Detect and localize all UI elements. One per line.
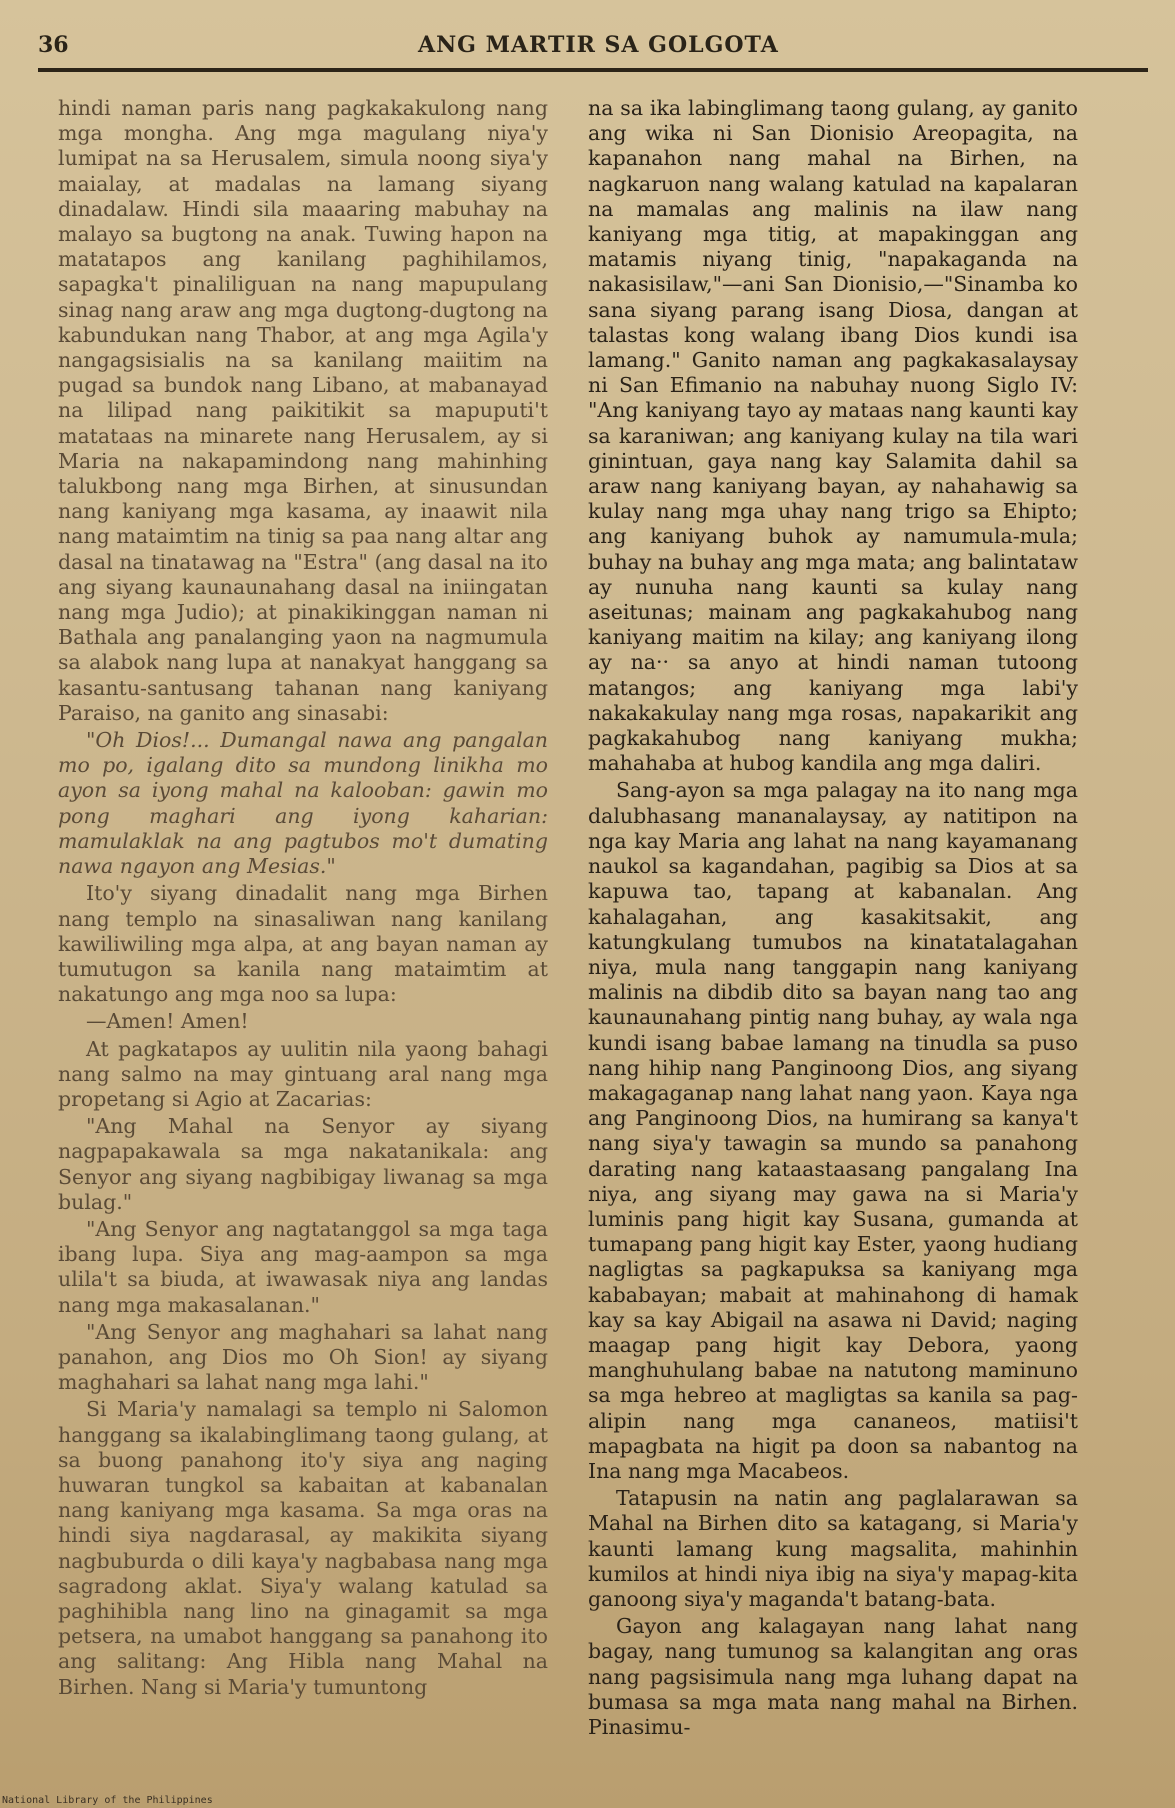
- paragraph: —Amen! Amen!: [86, 1009, 249, 1034]
- paragraph: hindi naman paris nang pagkakakulong nang mga mongha. Ang mga magulang niya'y lumipat na sa Herusalem, simula noong siya'y maialay, at madalas na lamang siyang dinadalaw. Hindi sila maaaring mabuhay na malayo sa bugtong na anak. Tuwing hapon na matatapos ang kanilang paghihilamos, sapagka't pinaliliguan na nang mapupulang sinag nang araw ang mga dugtong-dugtong na kabundukan nang Thabor, at ang mga Agila'y nangagsisialis na sa kanilang maiitim na pugad sa bundok nang Libano, at mabanayad na lilipad nang paikitikit sa mapuputi't matataas na minarete nang Herusalem, ay si Maria na nakapamindong nang mahinhing talukbong nang mga Birhen, at sinusundan nang kaniyang mga kasama, ay inaawit nila nang mataimtim na tinig sa paa nang altar ang dasal na tinatawag na "Estra" (ang dasal na ito ang siyang kaunaunahang dasal na iniingatan nang mga Judio); at pinakikinggan naman ni Bathala ang panalanging yaon na nagmumula sa alabok nang lupa at nanakyat hanggang sa kasantu-santusang tahanan nang kaniyang Paraiso, na ganito ang sinasabi:: [58, 96, 548, 725]
- left-column: [58, 96, 548, 1746]
- paragraph: Sang-ayon sa mga palagay na ito nang mga dalubhasang mananalaysay, ay natitipon na nga kay Maria ang lahat na nang kayamanang naukol sa kagandahan, pagibig sa Dios at sa kapuwa tao, tapang at kabanalan. Ang kahalagahan, ang kasakitsakit, ang katungkulang tumubos na kinatatalagahan niya, mula nang tanggapin nang kaniyang malinis na dibdib dito sa bayan nang tao ang kaunaunahang pintig nang buhay, ay wala nga kundi isang babae lamang na tinudla sa puso nang hihip nang Panginoong Dios, ang siyang makagaganap nang lahat nang yaon. Kaya nga ang Panginoong Dios, na humirang sa kanya't nang siya'y tawagin sa mundo sa panahong darating nang kataastaasang pangalang Ina niya, ang siyang may gawa na si Maria'y luminis pang higit kay Susana, gumanda at tumapang pang higit kay Ester, yaong hudiang nagligtas sa pagkapuksa sa kaniyang mga kababayan; mabait at mahinahong di hamak kay sa kay Abigail na asawa ni David; naging maagap pang higit kay Debora, yaong manghuhulang babae na natutong maminuno sa mga hebreo at magligtas sa kanila sa pag-alipin nang mga cananeos, matiisi't mapagbata na higit pa doon sa nabantog na Ina nang mga Macabeos.: [588, 778, 1078, 1483]
- header-rule: [38, 68, 1148, 72]
- paragraph: Tatapusin na natin ang paglalarawan sa Mahal na Birhen dito sa katagang, si Maria'y kaunti lamang kung magsalita, mahinhin kumilos at hindi niya ibig na siya'y mapag-kita ganoong siya'y maganda't batang-bata.: [588, 1486, 1078, 1611]
- paragraph: "Ang Mahal na Senyor ay siyang nagpapakawala sa mga nakatanikala: ang Senyor ang siyang nagbibigay liwanag sa mga bulag.": [58, 1114, 548, 1214]
- paragraph: At pagkatapos ay uulitin nila yaong bahagi nang salmo na may gintuang aral nang mga propetang si Agio at Zacarias:: [58, 1036, 548, 1111]
- page-number: 36: [38, 32, 69, 58]
- paragraph: Gayon ang kalagayan nang lahat nang bagay, nang tumunog sa kalangitan ang oras nang pagsisimula nang mga luhang dapat na bumasa sa mga mata nang mahal na Birhen. Pinasimu-: [588, 1614, 1078, 1739]
- right-column: [588, 96, 1078, 1746]
- paragraph: "Ang Senyor ang maghahari sa lahat nang panahon, ang Dios mo Oh Sion! ay siyang maghahari sa lahat nang mga lahi.": [58, 1319, 548, 1395]
- paragraph: na sa ika labinglimang taong gulang, ay ganito ang wika ni San Dionisio Areopagita, na kapanahon nang mahal na Birhen, na nagkaruon nang walang katulad na kapalaran na mamalas ang malinis na ilaw nang kaniyang mga titig, at mapakinggan ang matamis niyang tinig, "napakaganda na nakasisilaw,"—ani San Dionisio,—"Sinamba ko sana siyang parang isang Diosa, dangan at talastas kong walang ibang Dios kundi isa lamang." Ganito naman ang pagkakasalaysay ni San Efimanio na nabuhay nuong Siglo IV: "Ang kaniyang tayo ay mataas nang kaunti kay sa karaniwan; ang kaniyang kulay na tila wari ginintuan, gaya nang kay Salamita dahil sa araw nang kaniyang bayan, ay nahahawig sa kulay nang mga uhay nang trigo sa Ehipto; ang kaniyang buhok ay namumula-mula; buhay na buhay ang mga mata; ang balintataw ay nunuha nang kaunti sa kulay nang aseitunas; mainam ang pagkakahubog nang kaniyang maitim na kilay; ang kaniyang ilong ay na·· sa anyo at hindi naman tutoong matangos; ang kaniyang mga labi'y nakakakulay nang mga rosas, napakarikit ang pagkakahubog nang kaniyang mukha; mahahaba at hubog kandila ang mga daliri.: [588, 96, 1078, 776]
- prayer-paragraph: "Oh Dios!... Dumangal nawa ang pangalan mo po, igalang dito sa mundong linikha mo ayon sa iyong mahal na kalooban: gawin mo pong maghari ang iyong kaharian: mamulaklak na ang pagtubos mo't dumating nawa ngayon ang Mesias.": [58, 728, 548, 879]
- running-title: ANG MARTIR SA GOLGOTA: [418, 32, 779, 58]
- paragraph: Si Maria'y namalagi sa templo ni Salomon hanggang sa ikalabinglimang taong gulang, at sa buong panahong ito'y siya ang naging huwaran tungkol sa kabaitan at kabanalan nang kaniyang mga kasama. Sa mga oras na hindi siya nagdarasal, ay makikita siyang nagbuburda o dili kaya'y nagbabasa nang mga sagradong aklat. Siya'y walang katulad sa paghihibla nang lino na ginagamit sa mga petsera, na umabot hanggang sa panahong ito ang salitang: Ang Hibla nang Mahal na Birhen. Nang si Maria'y tumuntong: [58, 1397, 548, 1699]
- paragraph: Ito'y siyang dinadalit nang mga Birhen nang templo na sinasaliwan nang kanilang kawiliwiling mga alpa, at ang bayan naman ay tumutugon sa kanila nang mataimtim at nakatungo ang mga noo sa lupa:: [58, 881, 548, 1007]
- library-footer: National Library of the Philippines: [2, 1795, 213, 1806]
- page-header: [38, 32, 1148, 72]
- paragraph: "Ang Senyor ang nagtatanggol sa mga taga ibang lupa. Siya ang mag-aampon sa mga ulila't sa biuda, at iwawasak niya ang landas nang mga makasalanan.": [58, 1216, 548, 1317]
